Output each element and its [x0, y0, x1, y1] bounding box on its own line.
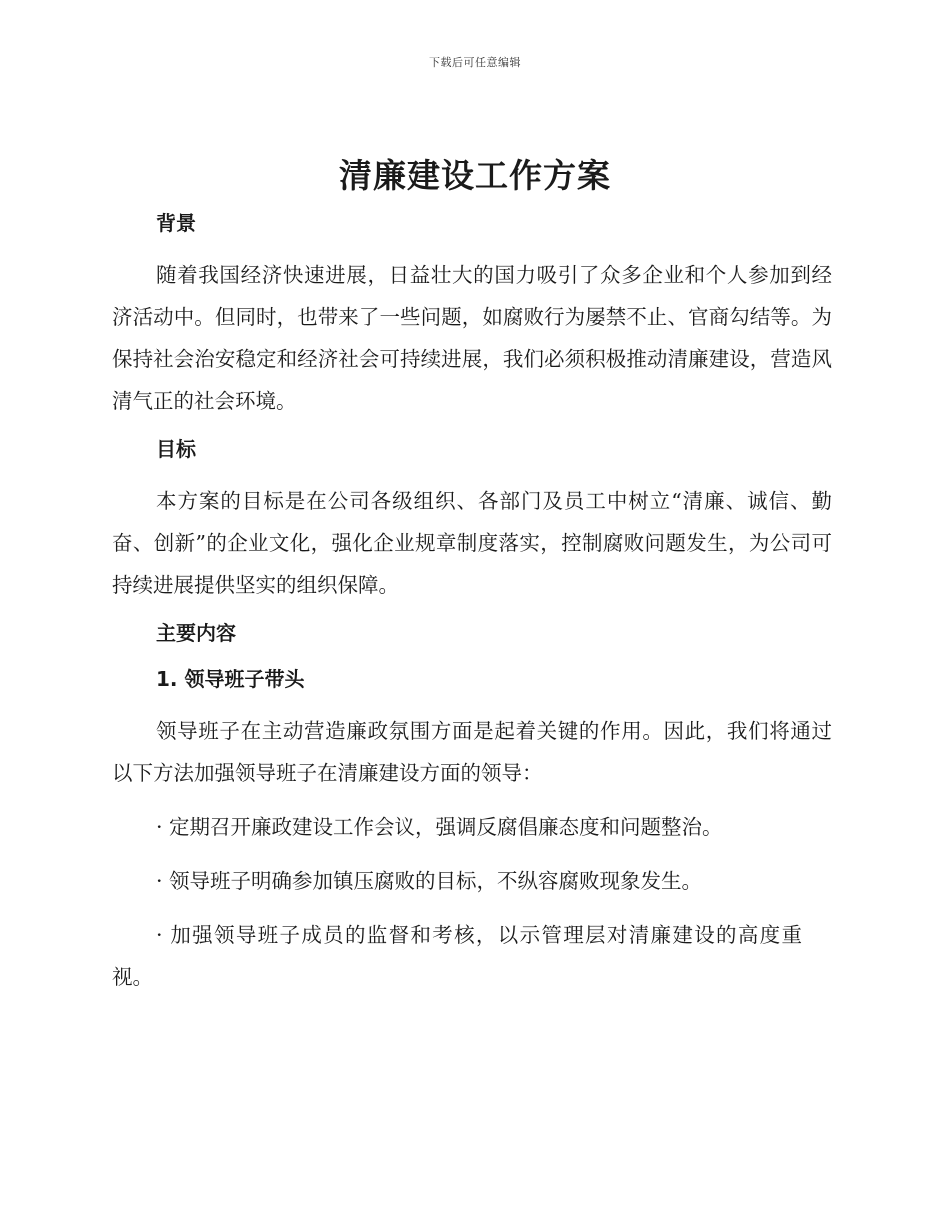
paragraph-background: 随着我国经济快速进展，日益壮大的国力吸引了众多企业和个人参加到经济活动中。但同时，也带来了一些问题，如腐败行为屡禁不止、官商勾结等。为保持社会治安稳定和经济社会可持续进展，我们必须积极推动清廉建设，营造风清气正的社会环境。 [112, 263, 832, 413]
bullet-item: · 加强领导班子成员的监督和考核，以示管理层对清廉建设的高度重视。 [112, 923, 802, 989]
heading-background: 背景 [156, 211, 196, 235]
bullet-item: · 定期召开廉政建设工作会议，强调反腐倡廉态度和问题整治。 [156, 815, 723, 839]
heading-goal: 目标 [156, 437, 196, 461]
paragraph-leadership: 领导班子在主动营造廉政氛围方面是起着关键的作用。因此，我们将通过以下方法加强领导班子在清廉建设方面的领导： [112, 719, 832, 785]
paragraph-goal: 本方案的目标是在公司各级组织、各部门及员工中树立“清廉、诚信、勤奋、创新”的企业文化，强化企业规章制度落实，控制腐败问题发生，为公司可持续进展提供坚实的组织保障。 [112, 489, 832, 597]
bullet-item: · 领导班子明确参加镇压腐败的目标，不纵容腐败现象发生。 [156, 869, 703, 893]
header-note: 下载后可任意编辑 [429, 56, 521, 69]
heading-main-content: 主要内容 [156, 621, 236, 645]
document-title: 清廉建设工作方案 [339, 156, 611, 195]
document-body [112, 200, 832, 1010]
subheading-leadership: 1. 领导班子带头 [156, 667, 305, 691]
